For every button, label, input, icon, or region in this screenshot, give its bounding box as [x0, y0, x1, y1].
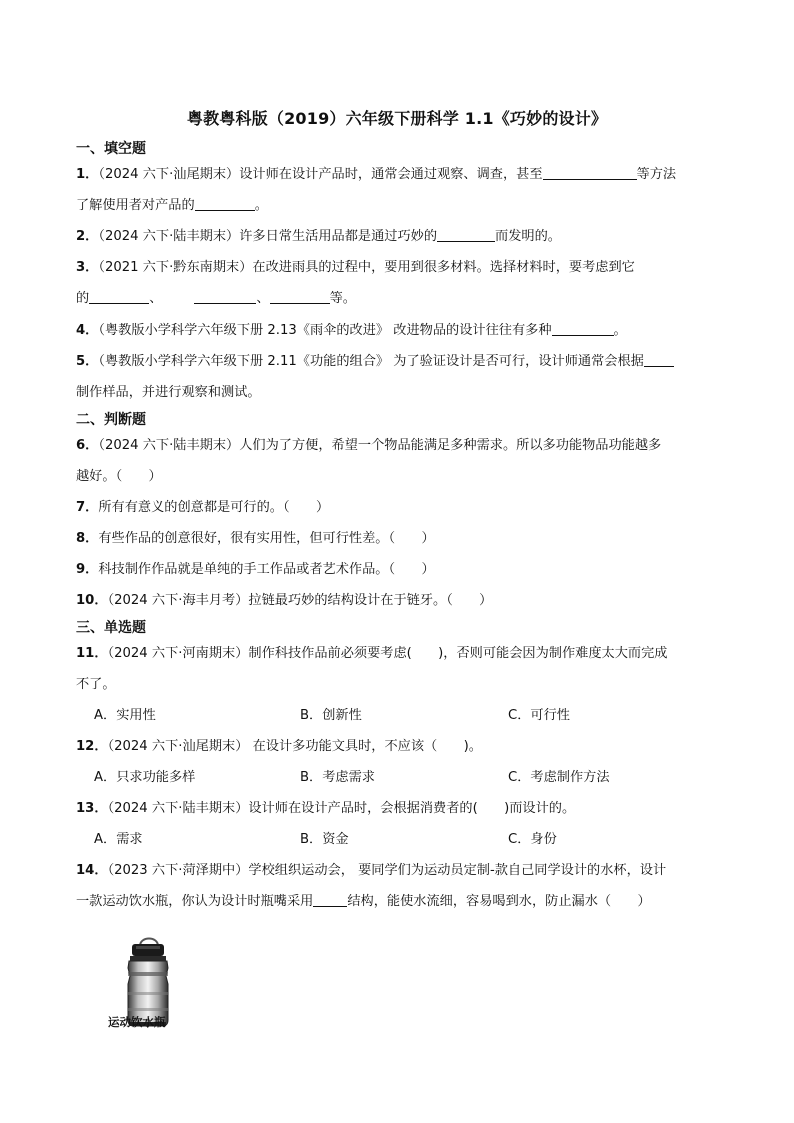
- question-12-option-b[interactable]: B．考虑需求: [300, 770, 375, 785]
- question-12-option-a[interactable]: A．只求功能多样: [94, 770, 196, 785]
- question-11-option-c[interactable]: C．可行性: [508, 708, 570, 723]
- question-number: 13．: [76, 801, 108, 816]
- question-14-line-1: [76, 861, 726, 881]
- question-number: 5．: [76, 354, 99, 369]
- question-11-option-a[interactable]: A．实用性: [94, 708, 156, 723]
- question-number: 9．: [76, 562, 99, 577]
- question-12: [76, 737, 726, 757]
- question-text: 等方法: [636, 167, 677, 182]
- question-text: 等。: [329, 291, 356, 306]
- question-text: （2024 六下·陆丰期末）设计师在设计产品时，会根据消费者的( )而设计的。: [107, 801, 576, 816]
- answer-blank[interactable]: [543, 165, 637, 180]
- question-number: 14．: [76, 863, 108, 878]
- question-3-line-2: [76, 289, 726, 309]
- question-text: 。: [613, 323, 627, 338]
- question-text: 不了。: [76, 677, 116, 692]
- question-number: 10．: [76, 593, 108, 608]
- question-text: 、: [256, 291, 270, 306]
- question-11-line-1: [76, 644, 726, 664]
- answer-blank[interactable]: [437, 227, 495, 242]
- question-text: （2024 六下·汕尾期末） 在设计多功能文具时，不应该（ )。: [107, 739, 482, 754]
- question-text: （粤教版小学科学六年级下册 2.11《功能的组合》 为了验证设计是否可行，设计师通常会根据: [98, 354, 644, 369]
- question-2: [76, 227, 726, 247]
- answer-blank[interactable]: [195, 196, 255, 211]
- question-number: 11．: [76, 646, 108, 661]
- question-number: 7．: [76, 500, 99, 515]
- question-text: 一款运动饮水瓶，你认为设计时瓶嘴采用: [76, 894, 314, 909]
- question-text: （2024 六下·陆丰期末）人们为了方便，希望一个物品能满足多种需求。所以多功能物品功能越多: [98, 438, 662, 453]
- question-text: 了解使用者对产品的: [76, 198, 195, 213]
- answer-blank[interactable]: [270, 289, 330, 304]
- question-text: （2024 六下·陆丰期末）许多日常生活用品都是通过巧妙的: [98, 229, 438, 244]
- question-1-line-1: [76, 165, 726, 185]
- question-12-option-c[interactable]: C．考虑制作方法: [508, 770, 610, 785]
- question-number: 1．: [76, 167, 99, 182]
- question-1-line-2: [76, 196, 726, 216]
- question-text: 科技制作作品就是单纯的手工作品或者艺术作品。（ ）: [98, 562, 435, 577]
- question-6-line-1: [76, 436, 726, 456]
- question-text: 越好。（ ）: [76, 469, 162, 484]
- section-heading-single-choice: 三、单选题: [76, 620, 146, 636]
- answer-blank[interactable]: [644, 352, 674, 367]
- question-number: 4．: [76, 323, 99, 338]
- question-number: 8．: [76, 531, 99, 546]
- question-8: [76, 529, 726, 549]
- answer-blank[interactable]: [89, 289, 149, 304]
- answer-blank[interactable]: [194, 289, 256, 304]
- question-11-line-2: [76, 675, 726, 695]
- question-7: [76, 498, 726, 518]
- page-title: 粤教粤科版（2019）六年级下册科学 1.1《巧妙的设计》: [186, 109, 608, 128]
- question-13-option-c[interactable]: C．身份: [508, 832, 557, 847]
- question-number: 3．: [76, 260, 99, 275]
- question-text: （2024 六下·海丰月考）拉链最巧妙的结构设计在于链牙。（ ）: [107, 593, 493, 608]
- question-text: 所有有意义的创意都是可行的。（ ）: [98, 500, 330, 515]
- section-heading-true-false: 二、判断题: [76, 412, 146, 428]
- question-number: 2．: [76, 229, 99, 244]
- question-text: （2023 六下·菏泽期中）学校组织运动会， 要同学们为运动员定制-款自己同学设计的水杯，设计: [107, 863, 667, 878]
- question-text: 而发明的。: [495, 229, 561, 244]
- question-text: 有些作品的创意很好，很有实用性，但可行性差。（ ）: [98, 531, 435, 546]
- question-13: [76, 799, 726, 819]
- question-text: （粤教版小学科学六年级下册 2.13《雨伞的改进》 改进物品的设计往往有多种: [98, 323, 552, 338]
- question-text: 制作样品，并进行观察和测试。: [76, 385, 261, 400]
- question-number: 12．: [76, 739, 108, 754]
- question-text: 结构，能使水流细，容易喝到水，防止漏水（ ）: [347, 894, 651, 909]
- answer-blank[interactable]: [552, 321, 614, 336]
- question-6-line-2: [76, 467, 726, 487]
- question-text: （2024 六下·河南期末）制作科技作品前必须要考虑( )，否则可能会因为制作难度太大而完成: [107, 646, 668, 661]
- question-text: （2024 六下·汕尾期末）设计师在设计产品时，通常会通过观察、调查，甚至: [98, 167, 543, 182]
- question-5-line-1: [76, 352, 726, 372]
- question-3-line-1: [76, 258, 726, 278]
- answer-blank[interactable]: [313, 892, 347, 907]
- question-text: （2021 六下·黔东南期末）在改进雨具的过程中，要用到很多材料。选择材料时，要考虑到它: [98, 260, 635, 275]
- question-text: 。: [254, 198, 268, 213]
- section-heading-fill-blank: 一、填空题: [76, 141, 146, 157]
- question-14-line-2: [76, 892, 726, 912]
- figure-caption: 运动饮水瓶: [108, 1015, 166, 1029]
- question-4: [76, 321, 726, 341]
- question-text: 、: [149, 291, 163, 306]
- question-9: [76, 560, 726, 580]
- question-11-option-b[interactable]: B．创新性: [300, 708, 362, 723]
- question-10: [76, 591, 726, 611]
- question-text: 的: [76, 291, 90, 306]
- question-number: 6．: [76, 438, 99, 453]
- question-5-line-2: [76, 383, 726, 403]
- question-13-option-b[interactable]: B．资金: [300, 832, 349, 847]
- question-13-option-a[interactable]: A．需求: [94, 832, 143, 847]
